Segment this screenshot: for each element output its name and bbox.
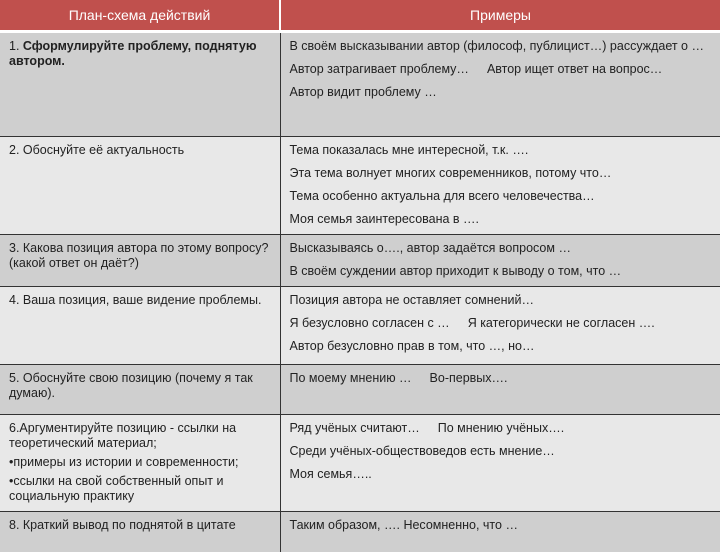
example-line xyxy=(290,39,712,54)
example-phrase: В своём суждении автор приходит к выводу о том, что … xyxy=(289,264,622,278)
example-line xyxy=(290,467,712,482)
examples-cell xyxy=(280,287,720,365)
step-number: 1. xyxy=(9,39,23,53)
example-line xyxy=(290,189,712,204)
step-title: Сформулируйте проблему, поднятую автором. xyxy=(9,39,257,68)
step-cell xyxy=(0,365,280,415)
example-phrase: Моя семья….. xyxy=(289,467,372,481)
step-cell xyxy=(0,512,280,552)
example-phrase: Ряд учёных считают… xyxy=(289,421,420,435)
step-text: 3. Какова позиция автора по этому вопросу? (какой ответ он даёт?) xyxy=(9,241,269,270)
table-row xyxy=(0,287,720,365)
example-phrase: Высказываясь о…., автор задаётся вопросом … xyxy=(289,241,571,255)
example-line xyxy=(290,371,712,386)
examples-cell xyxy=(280,365,720,415)
step-text: •примеры из истории и современности; xyxy=(9,455,239,469)
example-line xyxy=(290,143,712,158)
table-header xyxy=(0,0,720,32)
header-plan: План-схема действий xyxy=(0,0,280,32)
step-text: 5. Обоснуйте свою позицию (почему я так думаю). xyxy=(9,371,253,400)
example-line xyxy=(290,518,712,533)
example-phrase: Позиция автора не оставляет сомнений… xyxy=(289,293,535,307)
example-phrase: Тема особенно актуальна для всего человечества… xyxy=(289,189,595,203)
step-text: 2. Обоснуйте её актуальность xyxy=(9,143,185,157)
step-text: 8. Краткий вывод по поднятой в цитате xyxy=(9,518,236,532)
example-phrase: Я категорически не согласен …. xyxy=(467,316,655,330)
examples-cell xyxy=(280,32,720,137)
example-line xyxy=(290,264,712,279)
example-line xyxy=(290,166,712,181)
step-cell xyxy=(0,415,280,512)
example-line xyxy=(290,421,712,436)
example-phrase: Моя семья заинтересована в …. xyxy=(289,212,480,226)
example-line xyxy=(290,293,712,308)
step-cell xyxy=(0,287,280,365)
example-line xyxy=(290,316,712,331)
example-phrase: Эта тема волнует многих современников, потому что… xyxy=(289,166,612,180)
example-line xyxy=(290,212,712,227)
step-cell xyxy=(0,235,280,287)
example-phrase: Автор безусловно прав в том, что …, но… xyxy=(289,339,535,353)
example-line xyxy=(290,85,712,100)
example-phrase: В своём высказывании автор (философ, публицист…) рассуждает о … xyxy=(289,39,704,53)
example-phrase: Таким образом, …. Несомненно, что … xyxy=(289,518,518,532)
step-cell xyxy=(0,137,280,235)
example-line xyxy=(290,241,712,256)
example-phrase: Тема показалась мне интересной, т.к. …. xyxy=(289,143,529,157)
example-phrase: Автор затрагивает проблему… xyxy=(289,62,469,76)
step-text: 4. Ваша позиция, ваше видение проблемы. xyxy=(9,293,262,307)
example-line xyxy=(290,62,712,77)
example-phrase: По моему мнению … xyxy=(289,371,412,385)
example-phrase: Я безусловно согласен с … xyxy=(289,316,450,330)
example-line xyxy=(290,339,712,354)
table-row xyxy=(0,235,720,287)
examples-cell xyxy=(280,235,720,287)
example-phrase: Автор видит проблему … xyxy=(289,85,437,99)
example-phrase: Среди учёных-обществоведов есть мнение… xyxy=(289,444,555,458)
table-row xyxy=(0,137,720,235)
examples-cell xyxy=(280,137,720,235)
example-phrase: По мнению учёных…. xyxy=(437,421,565,435)
table-row xyxy=(0,415,720,512)
step-text: •ссылки на свой собственный опыт и социальную практику xyxy=(9,474,224,503)
examples-cell xyxy=(280,512,720,552)
table-row xyxy=(0,512,720,552)
example-line xyxy=(290,444,712,459)
step-text: 6.Аргументируйте позицию - ссылки на теоретический материал; xyxy=(9,421,237,450)
example-phrase: Автор ищет ответ на вопрос… xyxy=(486,62,663,76)
step-cell xyxy=(0,32,280,137)
examples-cell xyxy=(280,415,720,512)
table-row xyxy=(0,32,720,137)
table-row xyxy=(0,365,720,415)
step-text xyxy=(9,39,271,69)
header-examples: Примеры xyxy=(280,0,720,32)
example-phrase: Во-первых…. xyxy=(429,371,508,385)
